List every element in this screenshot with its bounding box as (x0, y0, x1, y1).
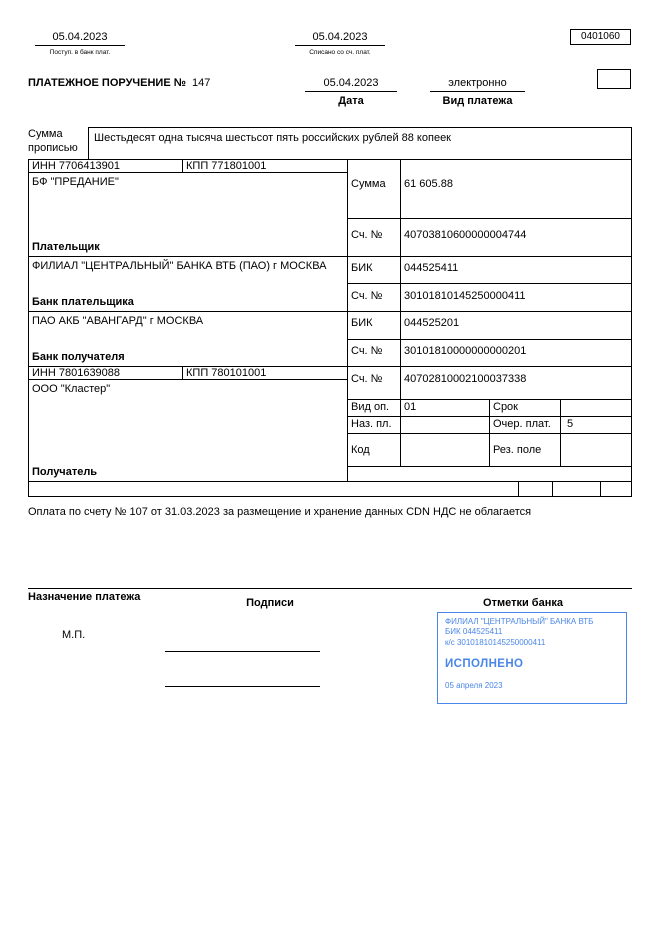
rule-h (28, 379, 347, 380)
rule-v (489, 399, 490, 466)
payee-bank-account-value: 30101810000000000201 (404, 345, 527, 357)
payee-label: Получатель (32, 466, 98, 478)
rule-h (347, 339, 632, 340)
rule-h (347, 283, 632, 284)
rule-v (560, 399, 561, 466)
payee-account-label: Сч. № (351, 373, 383, 385)
payer-name: БФ "ПРЕДАНИЕ" (32, 176, 119, 188)
amount-label: Сумма (351, 178, 386, 190)
payee-bank-account-label: Сч. № (351, 345, 383, 357)
purpose-label: Назначение платежа (28, 591, 141, 603)
payment-type-label: Вид платежа (442, 95, 513, 107)
stamp-status: ИСПОЛНЕНО (445, 658, 524, 671)
signatures-label: Подписи (246, 597, 294, 609)
stamp-date: 05 апреля 2023 (445, 681, 503, 691)
payee-kpp: КПП 780101001 (186, 367, 267, 379)
payer-bank-bik-value: 044525411 (404, 262, 459, 274)
date-debited-field: 05.04.2023 (295, 31, 385, 46)
payment-type-field: электронно (430, 77, 525, 92)
bank-marks-label: Отметки банка (483, 597, 563, 609)
payee-bank-bik-value: 044525201 (404, 317, 460, 329)
payer-account-value: 40703810600000004744 (404, 229, 527, 241)
payee-bank-name: ПАО АКБ "АВАНГАРД" г МОСКВА (32, 315, 204, 327)
stamp-bank-name: ФИЛИАЛ "ЦЕНТРАЛЬНЫЙ" БАНКА ВТБ (445, 617, 594, 626)
rule-v (347, 159, 348, 481)
payer-bank-account-value: 30101810145250000411 (404, 290, 526, 302)
payee-bank-label: Банк получателя (32, 351, 125, 363)
rule-v (600, 481, 601, 496)
op-kind-value: 01 (404, 401, 417, 413)
priority-label: Очер. плат. (493, 418, 551, 430)
rule-v (518, 481, 519, 496)
rule-h (347, 466, 632, 467)
payer-kpp: КПП 771801001 (186, 160, 267, 172)
payee-inn: ИНН 7801639088 (32, 367, 121, 379)
form-code-box: 0401060 (570, 29, 631, 45)
code-label: Код (351, 444, 370, 456)
payee-bank-bik-label: БИК (351, 317, 373, 329)
reserve-field-label: Рез. поле (493, 444, 542, 456)
rule-v (182, 366, 183, 379)
rule-h (28, 366, 632, 367)
document-date-field: 05.04.2023 (305, 77, 397, 92)
rule-h (28, 256, 632, 257)
title-empty-box (597, 69, 631, 89)
rule-v (552, 481, 553, 496)
document-date-label: Дата (338, 95, 364, 107)
stamp-corr-account: к/с 30101810145250000411 (445, 637, 546, 647)
rule-v (631, 127, 632, 496)
signature-line (165, 651, 320, 652)
document-title (28, 77, 210, 89)
term-label: Срок (493, 401, 518, 413)
rule-v (88, 127, 89, 159)
payer-bank-bik-label: БИК (351, 262, 373, 274)
rule-h (28, 172, 347, 173)
payer-bank-account-label: Сч. № (351, 290, 383, 302)
signature-line (165, 686, 320, 687)
amount-in-words-value: Шестьдесят одна тысяча шестьсот пять российских рублей 88 копеек (94, 132, 451, 144)
payee-name: ООО "Кластер" (32, 383, 111, 395)
rule-h (347, 218, 632, 219)
rule-h (28, 496, 632, 497)
document-number: 147 (192, 77, 211, 89)
payer-account-label: Сч. № (351, 229, 383, 241)
op-kind-label: Вид оп. (351, 401, 390, 413)
stamp-bik: БИК 044525411 (445, 627, 503, 637)
purpose-code-label: Наз. пл. (351, 418, 392, 430)
priority-value: 5 (567, 418, 574, 430)
payer-bank-name: ФИЛИАЛ "ЦЕНТРАЛЬНЫЙ" БАНКА ВТБ (ПАО) г МОСКВА (32, 260, 327, 272)
rule-h (28, 311, 632, 312)
rule-v (182, 159, 183, 172)
rule-h (28, 159, 632, 160)
payer-inn: ИНН 7706413901 (32, 160, 121, 172)
rule-v (400, 159, 401, 466)
payer-label: Плательщик (32, 241, 100, 253)
date-received-label: Поступ. в банк плат. (49, 49, 111, 56)
payer-bank-label: Банк плательщика (32, 296, 134, 308)
rule-h (88, 127, 632, 128)
date-received-field: 05.04.2023 (35, 31, 125, 46)
bank-stamp (437, 612, 627, 704)
amount-value: 61 605.88 (404, 178, 453, 190)
rule-h (28, 481, 632, 482)
stamp-place-label: М.П. (62, 629, 86, 641)
payee-account-value: 40702810002100037338 (404, 373, 527, 385)
document-title-label: ПЛАТЕЖНОЕ ПОРУЧЕНИЕ № (28, 77, 186, 89)
rule-v (28, 159, 29, 496)
rule-h (28, 588, 632, 589)
date-debited-label: Списано со сч. плат. (309, 49, 371, 56)
amount-in-words-label: Сумма прописью (28, 128, 78, 154)
purpose-text: Оплата по счету № 107 от 31.03.2023 за размещение и хранение данных CDN НДС не облагается (28, 506, 532, 518)
